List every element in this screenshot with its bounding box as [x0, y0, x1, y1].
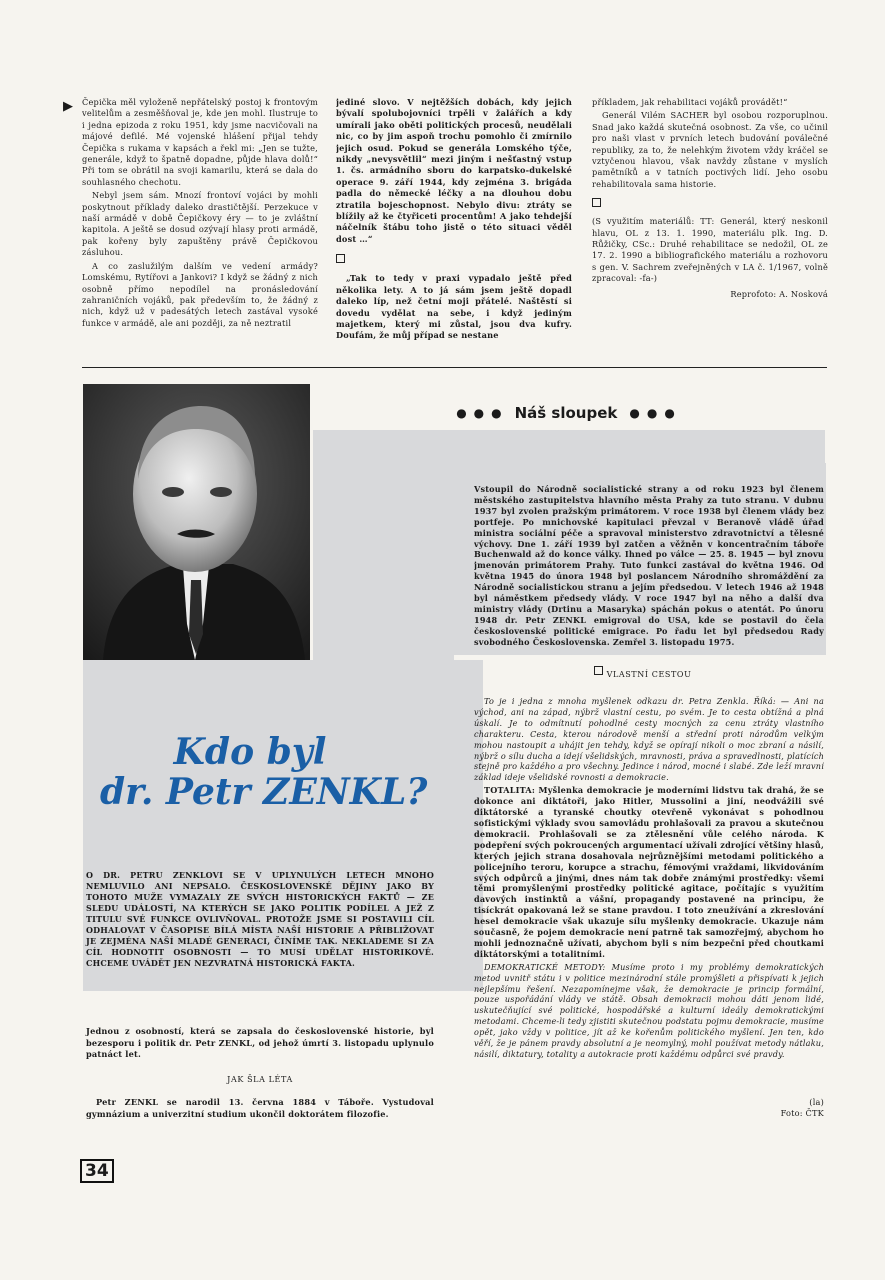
headline-line-2: dr. Petr ZENKL?	[100, 771, 428, 813]
top-column-2	[336, 97, 572, 342]
top-column-1	[82, 97, 318, 342]
section-square-icon	[592, 198, 601, 207]
right-p3: DEMOKRATICKÉ METODY: Musíme proto i my problémy demokratických metod uvnitř státu i v politice mezinárodní stále promýšleti a přispívati k jejich nejlepšímu řešení. Nezapomínejme však, že demokracie je princip formální, pouze uspořádání vlády ve státě. Obsah demokracii mohou dáti jenom lidé, uskutečňující své politické, hospodářské a kulturní ideály demokratickými metodami. Chceme-li tedy zjistiti skutečnou podstatu pojmu demokracie, musíme opět, jako vždy v politice, jít až ke kořenům politického myšlení. Jen ten, kdo věří, že je pánem pravdy absolutní a je neomylný, mohl používat metody nátlaku, násilí, diktatury, totality a autokracie proti každému odpůrci své pravdy.	[474, 961, 824, 1059]
headline-line-1: Kdo byl	[173, 731, 327, 773]
bio-text: Vstoupil do Národně socialistické strany a od roku 1923 byl členem městského zastupitelstva hlavního města Prahy za tuto stranu. V dubnu 1937 byl zvolen pražským primátorem. V roce 1938 byl členem vlády bez portfeje. Po mnichovské kapitulaci převzal v Beranově vládě úřad ministra sociální péče a spravoval ministerstvo zdravotnictví a tělesné výchovy. Dne 1. září 1939 byl zatčen a věžněn v koncentračním táboře Buchenwald až do konce války. Ihned po válce — 25. 8. 1945 — byl znovu jmenován primátorem Prahy. Tuto funkci zastával do května 1946. Od května 1945 do února 1948 byl poslancem Národního shromáždění za Národně socialistickou stranu a jejím předsedou. V letech 1946 až 1948 byl náměstkem předsedy vlády. V roce 1947 byl na něho a další dva ministry vlády (Drtinu a Masaryka) spáchán pokus o atentát. Po únoru 1948 dr. Petr ZENKL emigroval do USA, kde se postavil do čela československé politické emigrace. Po řadu let byl předsedou Rady svobodného Československa. Zemřel 3. listopadu 1975.	[474, 484, 824, 647]
section-head-jak-sla-leta: JAK ŠLA LÉTA	[227, 1075, 293, 1084]
shade-connector-3	[83, 660, 483, 680]
section-head-vlastni-cestou: VLASTNÍ CESTOU	[606, 670, 692, 679]
section-square-icon	[336, 254, 345, 263]
top-column-3	[592, 97, 828, 362]
photo-credit: Foto: ČTK	[780, 1108, 824, 1118]
top-col2-p2: „Tak to tedy v praxi vypadalo ještě před několika lety. A to já sám jsem ještě dopadl daleko líp, než četní moji přátelé. Naštěstí si dovedu vydělat na sebe, i když jediným majetkem, který mi zůstal, jsou dva kufry. Doufám, že můj případ se nestane	[336, 273, 572, 341]
shade-connector-2	[313, 463, 454, 680]
banner-title: Náš sloupek	[514, 404, 618, 422]
banner-dots-right: ●●●	[629, 406, 682, 420]
page-number: 34	[80, 1159, 114, 1183]
signature: (la)	[809, 1097, 824, 1107]
right-p1: To je i jedna z mnoha myšlenek odkazu dr. Petra Zenkla. Říká: — Ani na východ, ani na západ, nýbrž vlastní cestu, po svém. Je to cesta obtížná a plná úskalí. Je to odmítnutí pohodlné cesty mocných za cenu ztráty vlastního charakteru. Cesta, kterou národově menší a střední proti národům velkým mohou nastoupit a uhájit jen tehdy, když se opírají nikoli o moc zbraní a násilí, nýbrž o sílu ducha a idejí všelidských, mravnosti, práva a spravedlnosti, platících stejně pro každého a pro všechny. Jedince i národ, mocné i slabé. Zde leží mravní základ ideje všelidské rovnosti a demokracie.	[474, 696, 824, 783]
right-p2: TOTALITA: Myšlenka demokracie je moderními lidstvu tak drahá, že se dokonce ani diktátoři, jako Hitler, Mussolini a jiní, neodvážili své diktátorské a tyranské choutky otevřeně vykonávat s pohodlnou sofistickými výklady svou samovládu prohlašovali za pravou a skutečnou demokracii. Prohlašovali se za ztělesnění vůle celého národa. K podepření svých pokroucených argumentací užívali zdrojící většiny hlasů, kterých jejich strana dosahovala nejrůznějšími metodami politického a policejního teroru, korupce a strachu, fémovými vraždami, likvidováním svých odpůrců a jinými, dnes nám tak dobře známými prostředky: všemi těmi promyšlenými prostředky politické agitace, počítajíc s využitím davových instinktů a vášní, propagandy postavené na principu, že tisíckrát opakovaná lež se stane pravdou. I toto zneužívání a zkreslování hesel demokracie však ukazuje sílu myšlenky demokracie. Ukazuje nám současně, že pojem demokracie není patrně tak samozřejmý, abychom ho mohli jednoznačně užívati, abychom byli s ním bezpečni před choutkami diktátorskými a totalitními.	[474, 785, 824, 959]
top-col3-p2: Generál Vilém SACHER byl osobou rozporuplnou. Snad jako každá skutečná osobnost. Za vše, co učinil pro naši vlast v prvních letech budování poválečné republiky, za to, že nelehkým životem vždy kráčel se vztyčenou hlavou, však navždy zůstane v myslích pamětníků a v tatních poctivých lidí. Jeho osobu rehabilitovala sama historie.	[592, 110, 828, 189]
top-col3-p1: příkladem, jak rehabilitaci vojáků provádět!“	[592, 97, 788, 107]
headline	[100, 731, 428, 813]
top-col1-p1: Čepička měl vyloženě nepřátelský postoj k frontovým velitelům a zesměšňoval je, kde jen mohl. Ilustruje to i jedna epizoda z roku 1951, kdy jsme nacvičovali na májové defilé. Mé vojenské hlášení přijal tehdy Čepička s rukama v kapsách a řekl mi: „Jen se tužte, generále, když to špatně dopadne, půjde hlava dolů!“ Při tom se obrátil na svoji kamarilu, která se dala do souhlasného chechotu.	[82, 97, 318, 187]
intro-text: Jednou z osobností, která se zapsala do československé historie, byl bezesporu i politik dr. Petr ZENKL, od jehož úmrtí 3. listopadu uplynulo patnáct let.	[86, 1026, 434, 1060]
shade-connector	[313, 430, 825, 463]
arrow-marker-icon: ▶	[63, 99, 73, 114]
top-col1-p2: Nebyl jsem sám. Mnozí frontoví vojáci by mohli poskytnout příklady daleko drastičtější. Perzekuce v naší armádě v době Čepičkovy éry — to je zvláštní kapitola. A ještě se dosud ozývají hlasy proti armádě, pak kořeny byly zapuštěny právě Čepičkovou zásluhou.	[82, 190, 318, 258]
portrait-photo	[83, 384, 310, 660]
birth-text: Petr ZENKL se narodil 13. června 1884 v Táboře. Vystudoval gymnázium a univerzitní studium ukončil doktorátem filozofie.	[86, 1097, 434, 1119]
top-col1-p3: A co zaslužilým dalším ve vedení armády? Lomskému, Rytířovi a Jankovi? I když se žádný z nich osobně přímo nepodílel na pronásledování zahraničních vojáků, pak především to, že žádný z nich, když už v padesátých letech zastával vysoké funkce v armádě, ale ani později, za ně neztratil	[82, 260, 318, 328]
right-column	[474, 696, 824, 1112]
lead-caps-text: O DR. PETRU ZENKLOVI SE V UPLYNULÝCH LETECH MNOHO NEMLUVILO ANI NEPSALO. ČESKOSLOVENSKÉ DĚJINY JAKO BY TOHOTO MUŽE VYMAZALY ZE SVÝCH HISTORICKÝCH FAKTŮ — ZE SLEDU UDÁLOSTÍ, NA KTERÝCH SE JAKO POLITIK PODÍLEL A JEŽ Z TITULU SVÉ FUNKCE OVLIVŇOVAL. PROTOŽE JSME SI POSTAVILI CÍL ODHALOVAT V ČASOPISE BÍLÁ MÍSTA NAŠÍ HISTORIE A PŘIBLIŽOVAT JE ZEJMÉNA NAŠÍ MLADÉ GENERACI, ČINÍME TAK. NEKLADEME SI ZA CÍL HODNOTIT OSOBNOSTI — TO MUSÍ UDĚLAT HISTORIKOVÉ. CHCEME UVÁDĚT JEN NEZVRATNÁ HISTORICKÁ FAKTA.	[86, 870, 434, 968]
banner-dots-left: ●●●	[456, 406, 509, 420]
top-divider	[82, 367, 827, 368]
top-col2-p1: jediné slovo. V nejtěžších dobách, kdy jejich bývalí spolubojovníci trpěli v žalářích a kdy umírali jako oběti politických procesů, neudělali nic, co by jim aspoň trochu pomohlo či zmírnilo jejich osud. Pokud se generála Lomského týče, nikdy „nevysvětlil“ mezi jiným i nešťastný vstup 1. čs. armádního sboru do karpatsko-dukelské operace 9. září 1944, kdy zejména 3. brigáda padla do německé léčky a na dlouhou dobu ztratila bojeschopnost. Nebylo divu: ztráty se blížily až ke čtyřiceti procentům! A jako tehdejší náčelník štábu toho jistě o této situaci věděl dost …“	[336, 97, 572, 244]
top-col3-credit: Reprofoto: A. Nosková	[730, 288, 828, 299]
column-banner	[313, 398, 825, 428]
top-col3-p3: (S využitím materiálů: TT: Generál, který neskonil hlavu, OL z 13. 1. 1990, materiálu plk. Ing. D. Růžičky, CSc.: Druhé rehabilitace se nedožil, OL ze 17. 2. 1990 a bibliografického materiálu a rozhovoru s gen. V. Sachrem zveřejněných v LA č. 1/1967, volně zpracoval: -fa-)	[592, 216, 828, 284]
